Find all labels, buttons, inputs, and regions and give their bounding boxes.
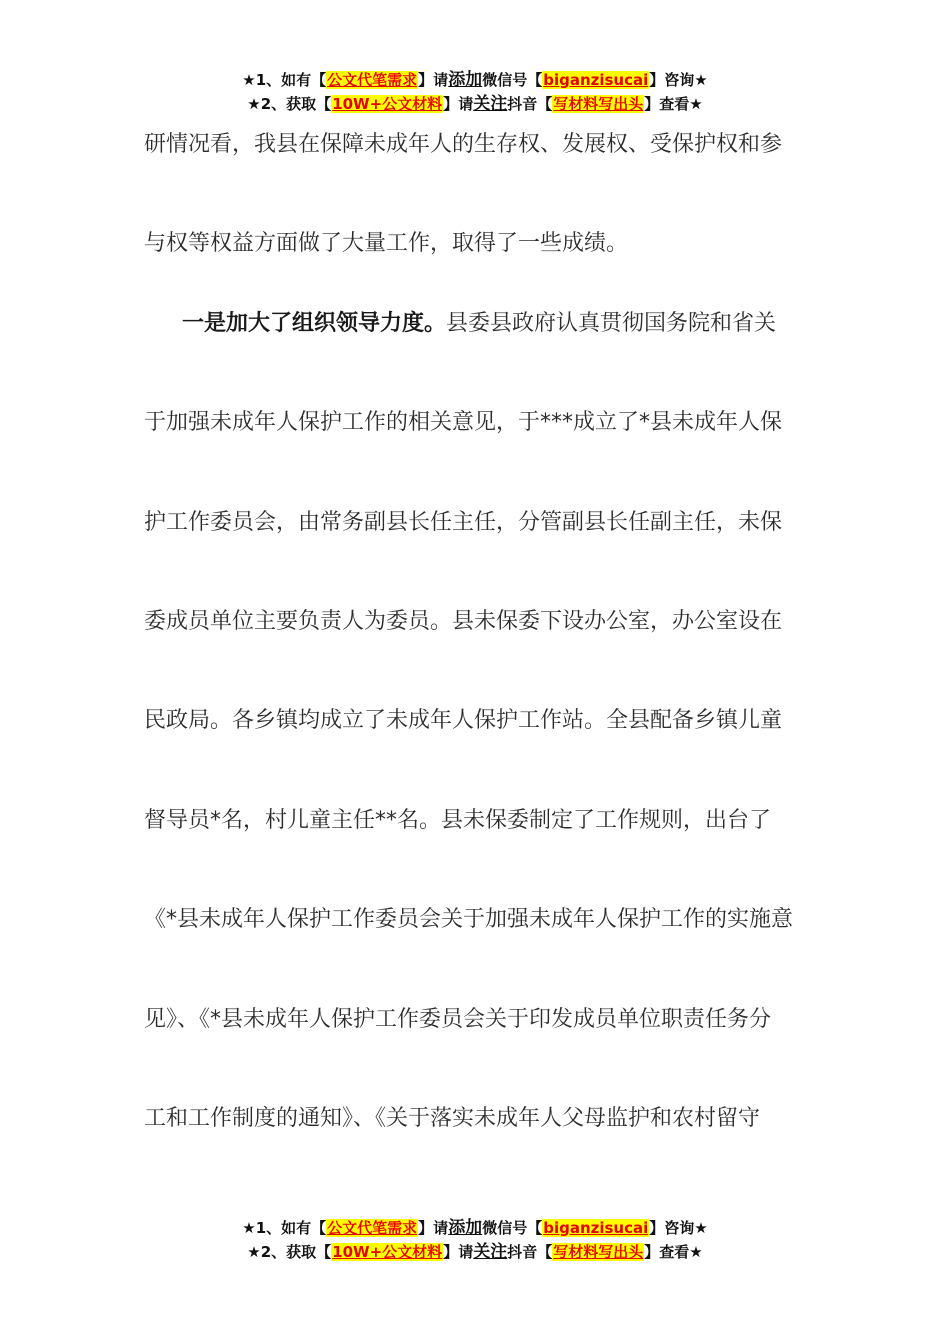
star-icon: ★ bbox=[242, 71, 256, 89]
body-line: 于加强未成年人保护工作的相关意见，于***成立了*县未成年人保 bbox=[144, 410, 783, 435]
banner-text: 抖音【 bbox=[507, 95, 553, 113]
banner-text: 】咨询★ bbox=[649, 1219, 708, 1237]
paragraph-lead-heading: 一是加大了组织领导力度。 bbox=[182, 311, 447, 336]
banner-line-1 bbox=[0, 1216, 950, 1240]
banner-text: 】请 bbox=[418, 1219, 449, 1237]
body-line: 与权等权益方面做了大量工作，取得了一些成绩。 bbox=[144, 231, 629, 256]
banner-text: 1、如有【 bbox=[255, 71, 327, 89]
banner-emphasis: 关注 bbox=[473, 94, 508, 114]
banner-text: 微信号【 bbox=[482, 71, 543, 89]
highlight-douyin-id: 写材料写出头 bbox=[553, 1243, 644, 1261]
banner-text: 】查看★ bbox=[644, 95, 703, 113]
body-line: 委成员单位主要负责人为委员。县未保委下设办公室，办公室设在 bbox=[144, 609, 783, 634]
banner-line-2 bbox=[0, 1240, 950, 1264]
banner-text: 微信号【 bbox=[482, 1219, 543, 1237]
body-line: 督导员*名，村儿童主任**名。县未保委制定了工作规则，出台了 bbox=[144, 808, 772, 833]
banner-text: 】咨询★ bbox=[649, 71, 708, 89]
highlight-materials: 10W+公文材料 bbox=[332, 1243, 443, 1261]
body-line: 护工作委员会，由常务副县长任主任，分管副县长任副主任，未保 bbox=[144, 510, 783, 535]
body-line: 研情况看，我县在保障未成年人的生存权、发展权、受保护权和参 bbox=[144, 132, 783, 157]
star-icon: ★ bbox=[247, 95, 261, 113]
banner-line-2 bbox=[0, 92, 950, 116]
banner-text: 】请 bbox=[443, 1243, 474, 1261]
highlight-douyin-id: 写材料写出头 bbox=[553, 95, 644, 113]
banner-text: 抖音【 bbox=[507, 1243, 553, 1261]
banner-text: 1、如有【 bbox=[255, 1219, 327, 1237]
star-icon: ★ bbox=[242, 1219, 256, 1237]
highlight-materials: 10W+公文材料 bbox=[332, 95, 443, 113]
banner-text: 2、获取【 bbox=[260, 95, 332, 113]
star-icon: ★ bbox=[247, 1243, 261, 1261]
banner-line-1 bbox=[0, 68, 950, 92]
banner-emphasis: 添加 bbox=[448, 70, 483, 90]
body-line: 工和工作制度的通知》、《关于落实未成年人父母监护和农村留守 bbox=[144, 1106, 761, 1131]
body-line: 民政局。各乡镇均成立了未成年人保护工作站。全县配备乡镇儿童 bbox=[144, 708, 783, 733]
body-line: 《*县未成年人保护工作委员会关于加强未成年人保护工作的实施意 bbox=[144, 907, 794, 932]
banner-emphasis: 添加 bbox=[448, 1218, 483, 1238]
banner-text: 】查看★ bbox=[644, 1243, 703, 1261]
paragraph-first-line bbox=[182, 309, 776, 339]
banner-text: 】请 bbox=[443, 95, 474, 113]
highlight-wechat-id: biganzisucai bbox=[543, 71, 649, 89]
banner-text: 】请 bbox=[418, 71, 449, 89]
body-line: 见》、《*县未成年人保护工作委员会关于印发成员单位职责任务分 bbox=[144, 1007, 772, 1032]
banner-text: 2、获取【 bbox=[260, 1243, 332, 1261]
body-text: 县委县政府认真贯彻国务院和省关 bbox=[446, 311, 777, 336]
highlight-service: 公文代笔需求 bbox=[327, 1219, 418, 1237]
banner-emphasis: 关注 bbox=[473, 1242, 508, 1262]
highlight-wechat-id: biganzisucai bbox=[543, 1219, 649, 1237]
highlight-service: 公文代笔需求 bbox=[327, 71, 418, 89]
footer-banner bbox=[0, 1216, 950, 1264]
header-banner bbox=[0, 68, 950, 116]
